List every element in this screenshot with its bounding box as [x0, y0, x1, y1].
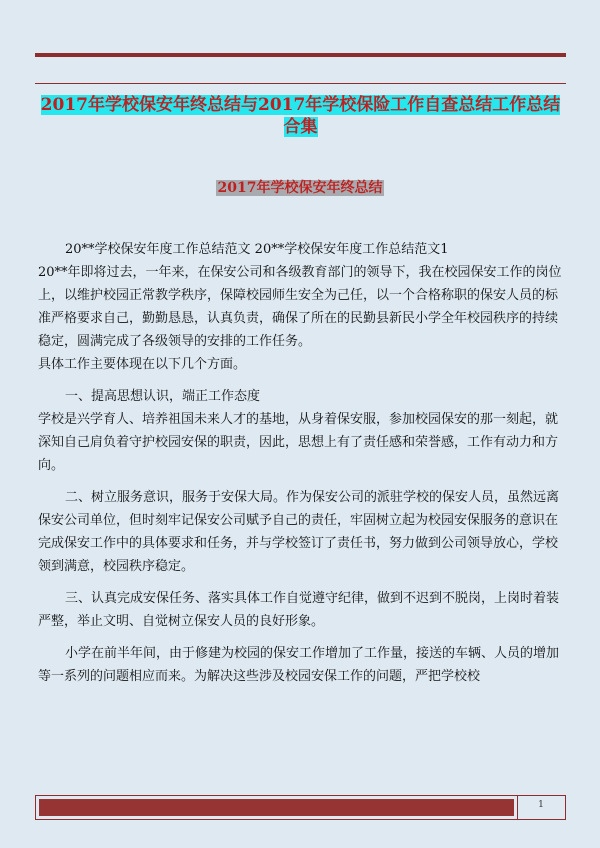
paragraph-intro: 20**年即将过去，一年来，在保安公司和各级教育部门的领导下，我在校园保安工作的岗位上，以维护校园正常教学秩序，保障校园师生安全为己任，以一个合格称职的保安人员的标准严格要求自己，勤勤恳恳，认真负责，确保了所在的民勤县新民小学全年校园秩序的持续稳定，圆满完成了各级领导的安排的工作任务。 [38, 265, 562, 349]
paragraph-point-one-body: 学校是兴学育人、培养祖国未来人才的基地，从身着保安服，参加校园保安的那一刻起，就深知自己肩负着守护校园安保的职责，因此，思想上有了责任感和荣誉感，工作有动力和方向。 [38, 412, 559, 473]
footer-fill [39, 799, 514, 816]
paragraph-aspects: 具体工作主要体现在以下几个方面。 [38, 357, 247, 372]
paragraph-point-two: 二、树立服务意识，服务于安保大局。作为保安公司的派驻学校的保安人员，虽然远离保安公司单位，但时刻牢记保安公司赋予自己的责任，牢固树立起为校园安保服务的意识在完成保安工作中的具体要求和任务，并与学校签订了责任书，努力做到公司领导放心，学校领到满意，校园秩序稳定。 [38, 490, 560, 574]
top-rule-thick [35, 53, 566, 57]
paragraph-point-one-heading: 一、提高思想认识，端正工作态度 [65, 389, 261, 404]
page-number: 1 [538, 800, 544, 810]
document-title [38, 94, 563, 138]
paragraph-point-three: 三、认真完成安保任务、落实具体工作自觉遵守纪律，做到不迟到不脱岗，上岗时着装严整，举止文明、自觉树立保安人员的良好形象。 [38, 591, 560, 629]
paragraph-school: 小学在前半年间，由于修建为校园的保安工作增加了工作量，接送的车辆、人员的增加等一系列的问题相应而来。为解决这些涉及校园安保工作的问题，严把学校校 [38, 646, 560, 684]
footer-bar [35, 795, 566, 820]
top-rule-thin [35, 83, 566, 84]
paragraph-heading-line: 20**学校保安年度工作总结范文 20**学校保安年度工作总结范文1 [65, 242, 449, 257]
section-title [0, 179, 600, 197]
section-title-text: 2017年学校保安年终总结 [217, 180, 383, 196]
document-body [38, 238, 564, 688]
document-title-text: 2017年学校保安年终总结与2017年学校保险工作自查总结工作总结合集 [40, 95, 561, 137]
